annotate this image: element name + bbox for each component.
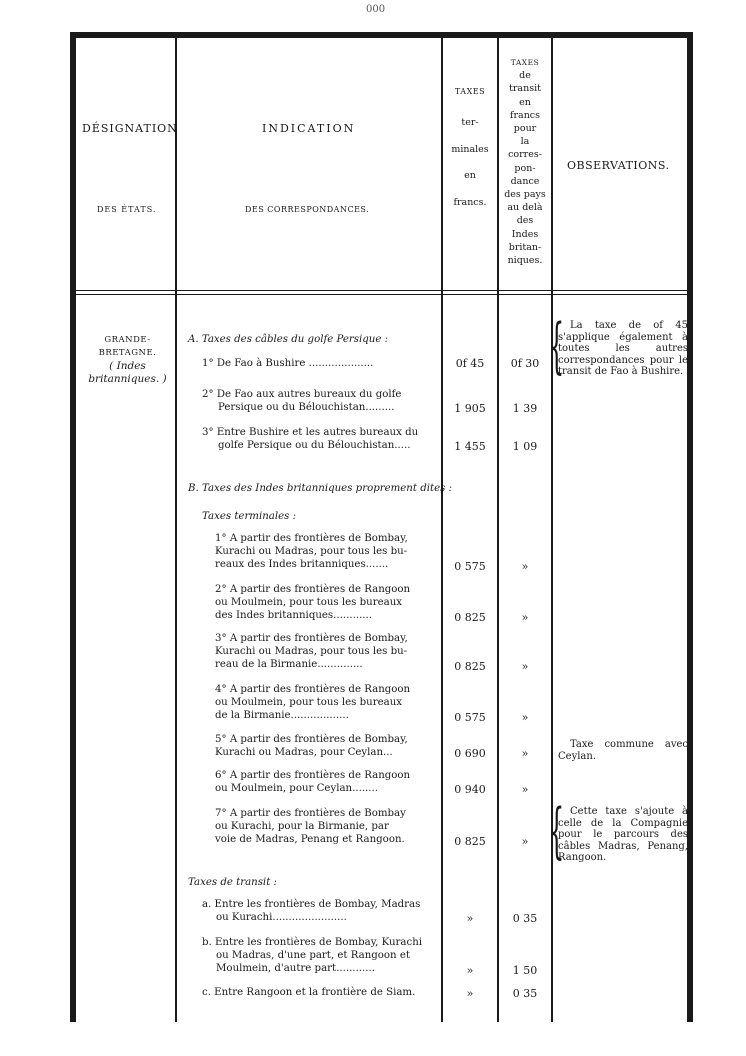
row-ta-line2: ou Kurachi.......................: [216, 912, 347, 923]
row-a2-line1: 2° De Fao aux autres bureaux du golfe: [202, 389, 402, 400]
state-line: GRANDE-: [104, 335, 151, 345]
state-line: BRETAGNE.: [98, 348, 157, 358]
header-taxes-transit: [498, 56, 552, 267]
row-tb-line1: b. Entre les frontières de Bombay, Kurachi: [202, 937, 423, 948]
row-b3-line3: reau de la Birmanie..............: [215, 659, 363, 670]
row-b3-line1: 3° A partir des frontières de Bombay,: [215, 633, 408, 644]
hdr-line: pon-: [514, 162, 536, 174]
row-b7-line2: ou Kurachi, pour la Birmanie, par: [215, 821, 389, 832]
hdr-line: des pays: [504, 189, 546, 201]
row-a2-terminal: 1 905: [454, 402, 486, 415]
row-b7-terminal: 0 825: [454, 835, 486, 848]
row-b3-terminal: 0 825: [454, 660, 486, 673]
transit-title: Taxes de transit :: [188, 877, 277, 888]
row-b1-line3: reaux des Indes britanniques.......: [215, 559, 389, 570]
hdr-line: transit: [509, 83, 541, 95]
row-tb-line2: ou Madras, d'une part, et Rangoon et: [216, 950, 410, 961]
row-b2-line1: 2° A partir des frontières de Rangoon: [215, 584, 411, 595]
row-b2-line2: ou Moulmein, pour tous les bureaux: [215, 597, 402, 608]
row-tb-terminal: »: [466, 964, 474, 977]
hdr-line: TAXES: [510, 58, 540, 67]
hdr-line: britan-: [508, 241, 542, 253]
hdr-line: niques.: [507, 255, 543, 267]
hdr-line: TAXES: [454, 87, 486, 96]
row-a2-line2: Persique ou du Bélouchistan.........: [218, 402, 395, 413]
observation-2: Taxe commune avec Ceylan.: [558, 739, 688, 762]
row-b5-line2: Kurachi ou Madras, pour Ceylan...: [215, 747, 393, 758]
row-ta-transit: 0 35: [512, 912, 538, 925]
hdr-line: ter-: [461, 116, 479, 128]
row-tb-transit: 1 50: [512, 964, 538, 977]
hdr-line: francs: [509, 109, 541, 121]
state-line: britanniques. ): [88, 373, 167, 385]
row-tc-transit: 0 35: [512, 987, 538, 1000]
header-designation: DÉSIGNATION: [82, 122, 178, 135]
row-b7-transit: »: [521, 835, 529, 848]
row-b4-line2: ou Moulmein, pour tous les bureaux: [215, 697, 402, 708]
page-number: 000: [366, 4, 386, 15]
row-b4-terminal: 0 575: [454, 711, 486, 724]
row-a2-transit: 1 39: [512, 402, 538, 415]
header-taxes-terminales: [443, 87, 497, 209]
row-b1-transit: »: [521, 560, 529, 573]
row-b5-line1: 5° A partir des frontières de Bombay,: [215, 734, 408, 745]
row-a1-line1: 1° De Fao à Bushire ....................: [202, 358, 374, 369]
hdr-line: minales: [451, 143, 489, 155]
row-b2-line3: des Indes britanniques............: [215, 610, 373, 621]
observation-1: La taxe de of 45 s'applique également à toutes les autres correspondances pour le transit de Fao à Bushire.: [558, 320, 688, 377]
section-b-subtitle: Taxes terminales :: [202, 511, 297, 522]
hdr-line: pour: [513, 123, 537, 135]
row-b5-transit: »: [521, 747, 529, 760]
row-b1-terminal: 0 575: [454, 560, 486, 573]
hdr-line: des: [516, 215, 534, 227]
header-observations: OBSERVATIONS.: [567, 159, 670, 172]
hdr-line: de: [519, 70, 531, 82]
row-b4-transit: »: [521, 711, 529, 724]
row-tc-terminal: »: [466, 987, 474, 1000]
row-b5-terminal: 0 690: [454, 747, 486, 760]
row-b1-line2: Kurachi ou Madras, pour tous les bu-: [215, 546, 408, 557]
section-b-title: B. Taxes des Indes britanniques proprement dites :: [188, 483, 453, 494]
hdr-line: en: [464, 170, 476, 182]
row-tb-line3: Moulmein, d'autre part............: [216, 963, 375, 974]
outer-left-border: [70, 32, 76, 1022]
header-des-correspondances: DES CORRESPONDANCES.: [245, 205, 370, 214]
hdr-line: dance: [510, 175, 540, 187]
state-name: [80, 334, 175, 386]
header-indication: INDICATION: [262, 122, 356, 135]
hdr-line: corres-: [508, 149, 542, 161]
section-a-title: A. Taxes des câbles du golfe Persique :: [188, 334, 389, 345]
state-line: ( Indes: [109, 360, 146, 372]
hdr-line: en: [519, 96, 531, 108]
row-b7-line1: 7° A partir des frontières de Bombay: [215, 808, 406, 819]
row-a1-transit: 0f 30: [510, 357, 540, 370]
outer-top-border: [70, 32, 693, 38]
col-divider-1: [175, 38, 177, 1022]
row-b1-line1: 1° A partir des frontières de Bombay,: [215, 533, 408, 544]
row-a1-terminal: 0f 45: [455, 357, 485, 370]
row-ta-line1: a. Entre les frontières de Bombay, Madras: [202, 899, 421, 910]
row-a3-line1: 3° Entre Bushire et les autres bureaux du: [202, 427, 419, 438]
outer-right-border: [687, 32, 693, 1022]
row-tc-line1: c. Entre Rangoon et la frontière de Siam.: [202, 987, 416, 998]
hdr-line: au delà: [507, 202, 543, 214]
row-b2-terminal: 0 825: [454, 611, 486, 624]
header-des-etats: DES ÉTATS.: [97, 205, 157, 214]
row-a3-line2: golfe Persique ou du Bélouchistan.....: [218, 440, 411, 451]
row-b6-terminal: 0 940: [454, 783, 486, 796]
row-b4-line1: 4° A partir des frontières de Rangoon: [215, 684, 411, 695]
row-b3-transit: »: [521, 660, 529, 673]
row-a3-transit: 1 09: [512, 440, 538, 453]
row-b6-transit: »: [521, 783, 529, 796]
row-b2-transit: »: [521, 611, 529, 624]
row-b3-line2: Kurachi ou Madras, pour tous les bu-: [215, 646, 408, 657]
hdr-line: la: [520, 136, 530, 148]
brace-icon: {: [549, 796, 565, 866]
header-separator-2: [76, 294, 687, 295]
row-b7-line3: voie de Madras, Penang et Rangoon.: [215, 834, 405, 845]
row-b6-line2: ou Moulmein, pour Ceylan........: [215, 783, 379, 794]
observation-3: Cette taxe s'ajoute à celle de la Compagnie pour le parcours des câbles Madras, Penang, Rangoon.: [558, 806, 688, 863]
row-b6-line1: 6° A partir des frontières de Rangoon: [215, 770, 411, 781]
hdr-line: francs.: [453, 197, 487, 209]
hdr-line: Indes: [511, 228, 539, 240]
row-a3-terminal: 1 455: [454, 440, 486, 453]
row-b4-line3: de la Birmanie..................: [215, 710, 349, 721]
header-separator: [76, 290, 687, 291]
row-ta-terminal: »: [466, 912, 474, 925]
brace-icon: {: [549, 311, 565, 381]
